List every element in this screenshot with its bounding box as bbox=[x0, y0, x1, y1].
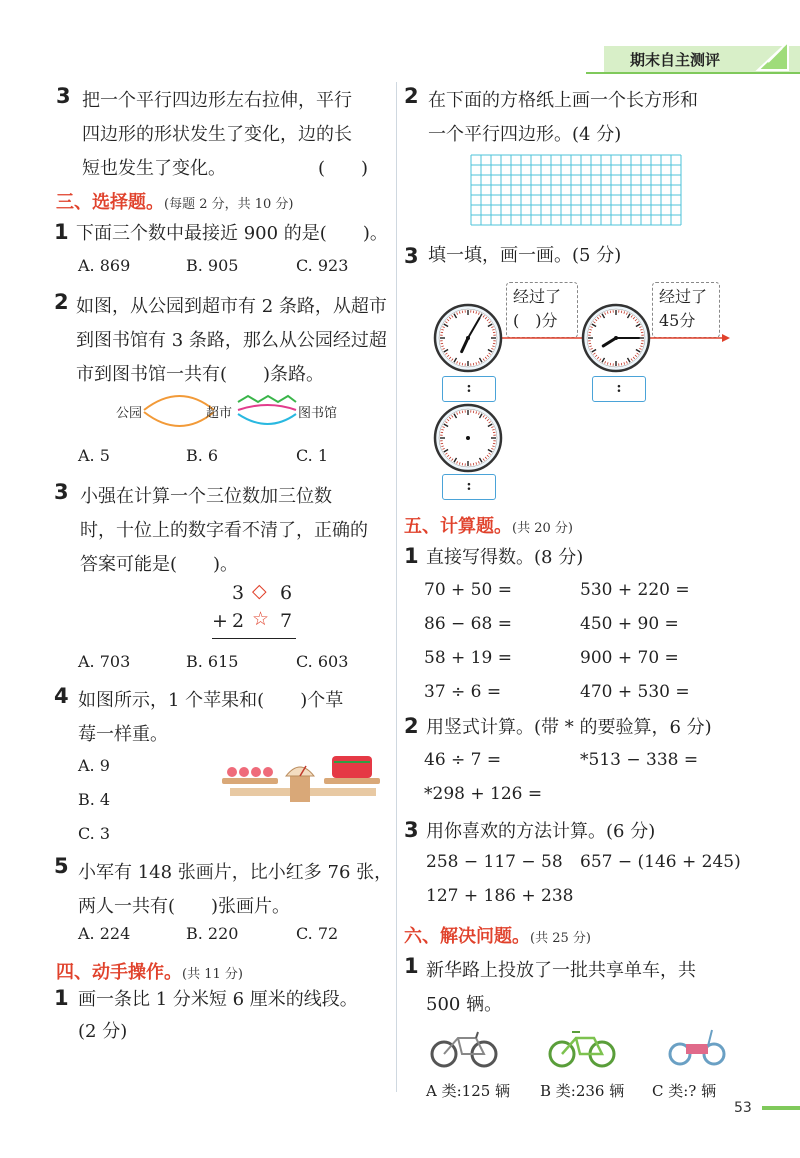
text-line: 两人一共有( )张画片。 bbox=[78, 896, 291, 917]
question-number: 2 bbox=[404, 714, 419, 738]
text-line: 在下面的方格纸上画一个长方形和 bbox=[428, 90, 698, 111]
section-title: 六、解决问题。 bbox=[404, 926, 530, 947]
question-number: 2 bbox=[54, 290, 69, 314]
q2-text bbox=[76, 290, 387, 392]
text-line: 新华路上投放了一批共享单车，共 bbox=[426, 960, 696, 981]
clock-3-blank[interactable] bbox=[432, 402, 504, 474]
calc-item: 58 + 19 = bbox=[424, 648, 512, 668]
option-a[interactable]: A. 703 bbox=[78, 652, 131, 671]
text-line: 小强在计算一个三位数加三位数 bbox=[80, 486, 332, 507]
op1-score: (2 分) bbox=[78, 1021, 128, 1042]
library-label: 图书馆 bbox=[298, 406, 338, 421]
text-line: 莓一样重。 bbox=[78, 724, 168, 745]
calc-item: *298 + 126 = bbox=[424, 784, 543, 804]
bike-a-icon bbox=[430, 1028, 500, 1070]
elapsed-box-2 bbox=[652, 282, 720, 338]
column-divider bbox=[396, 82, 397, 1092]
page-number: 53 bbox=[734, 1100, 752, 1116]
text-line: 一个平行四边形。(4 分) bbox=[428, 124, 622, 145]
box-label: 经过了 bbox=[659, 287, 708, 306]
q4-text bbox=[78, 684, 343, 752]
calc-item: 46 ÷ 7 = bbox=[424, 750, 502, 770]
market-label: 超市 bbox=[206, 406, 233, 421]
section-title-choice bbox=[56, 188, 294, 214]
section-note: (共 11 分) bbox=[182, 967, 243, 982]
text-line: 如图所示，1 个苹果和( )个草 bbox=[78, 690, 344, 711]
option-a[interactable]: A. 224 bbox=[78, 924, 131, 943]
balance-scale-image bbox=[220, 748, 380, 812]
op2-text bbox=[428, 84, 698, 152]
ruler-triangle-icon bbox=[754, 40, 794, 72]
digit: 7 bbox=[280, 610, 293, 632]
answer-paren[interactable]: ( ) bbox=[318, 158, 369, 179]
section-note: (每题 2 分，共 10 分) bbox=[164, 197, 294, 212]
text-line: 答案可能是( )。 bbox=[80, 554, 239, 575]
clock-1 bbox=[432, 302, 504, 374]
c1-text: 直接写得数。(8 分) bbox=[426, 547, 584, 568]
calc-item: 450 + 90 = bbox=[580, 614, 679, 634]
calc-item: 657 − (146 + 245) bbox=[580, 852, 741, 872]
text-line: 如图，从公园到超市有 2 条路，从超市 bbox=[76, 296, 387, 317]
vertical-addition bbox=[212, 582, 302, 642]
question-number: 5 bbox=[54, 854, 69, 878]
q1-text: 下面三个数中最接近 900 的是( )。 bbox=[76, 223, 388, 244]
question-number: 1 bbox=[54, 986, 69, 1010]
section-title-calc bbox=[404, 512, 573, 538]
p1-text bbox=[426, 954, 696, 1022]
section-title: 四、动手操作。 bbox=[56, 962, 182, 983]
question-number: 2 bbox=[404, 84, 419, 108]
question-number: 1 bbox=[404, 954, 419, 978]
question-number: 1 bbox=[404, 544, 419, 568]
star-symbol: ☆ bbox=[252, 608, 270, 630]
page-number-bar bbox=[762, 1106, 800, 1110]
question-number: 3 bbox=[404, 244, 419, 268]
c3-text: 用你喜欢的方法计算。(6 分) bbox=[426, 821, 656, 842]
text-line: 四边形的形状发生了变化，边的长 bbox=[82, 124, 352, 145]
option-c[interactable]: C. 923 bbox=[296, 256, 349, 275]
question-number: 3 bbox=[54, 480, 69, 504]
option-c[interactable]: C. 603 bbox=[296, 652, 349, 671]
calc-item: 127 + 186 + 238 bbox=[426, 886, 574, 906]
q3-text bbox=[80, 480, 368, 582]
bike-b-label: B 类:236 辆 bbox=[540, 1082, 625, 1100]
box-label: 经过了 bbox=[513, 287, 562, 306]
option-b[interactable]: B. 4 bbox=[78, 790, 111, 809]
text-line: 把一个平行四边形左右拉伸，平行 bbox=[82, 90, 352, 111]
text-line: 小军有 148 张画片，比小红多 76 张， bbox=[78, 862, 393, 883]
option-b[interactable]: B. 220 bbox=[186, 924, 239, 943]
box-answer[interactable]: ( )分 bbox=[513, 311, 558, 330]
section-title-solve bbox=[404, 922, 591, 948]
judge-q3-text bbox=[82, 84, 352, 186]
calc-item: 86 − 68 = bbox=[424, 614, 512, 634]
bike-b-icon bbox=[548, 1024, 618, 1070]
calc-item: 258 − 117 − 58 bbox=[426, 852, 563, 872]
diamond-symbol: ◇ bbox=[252, 580, 267, 602]
question-number: 3 bbox=[56, 84, 71, 108]
time-input-3[interactable]: : bbox=[442, 474, 496, 500]
q5-text bbox=[78, 856, 392, 924]
op3-text: 填一填，画一画。(5 分) bbox=[428, 245, 622, 266]
header-banner bbox=[604, 46, 800, 72]
section-title-operation bbox=[56, 958, 243, 984]
section-note: (共 25 分) bbox=[530, 931, 591, 946]
header-underline bbox=[586, 72, 800, 74]
calc-item: 470 + 530 = bbox=[580, 682, 690, 702]
question-number: 3 bbox=[404, 818, 419, 842]
digit: 6 bbox=[280, 582, 293, 604]
option-b[interactable]: B. 905 bbox=[186, 256, 239, 275]
text-line: 到图书馆有 3 条路，那么从公园经过超 bbox=[76, 330, 387, 351]
text-line: 市到图书馆一共有( )条路。 bbox=[76, 364, 325, 385]
option-b[interactable]: B. 615 bbox=[186, 652, 239, 671]
option-c[interactable]: C. 72 bbox=[296, 924, 339, 943]
elapsed-box-1 bbox=[506, 282, 578, 338]
option-a[interactable]: A. 5 bbox=[78, 446, 110, 465]
plus-sign: + bbox=[212, 610, 228, 632]
question-number: 1 bbox=[54, 220, 69, 244]
clock-2 bbox=[580, 302, 652, 374]
option-a[interactable]: A. 9 bbox=[78, 756, 110, 775]
text-line: 时，十位上的数字看不清了，正确的 bbox=[80, 520, 368, 541]
text-line: 短也发生了变化。 bbox=[82, 158, 226, 179]
time-input-1[interactable]: : bbox=[442, 376, 496, 402]
question-number: 4 bbox=[54, 684, 69, 708]
text-line: 500 辆。 bbox=[426, 994, 503, 1015]
option-b[interactable]: B. 6 bbox=[186, 446, 219, 465]
option-c[interactable]: C. 1 bbox=[296, 446, 329, 465]
section-note: (共 20 分) bbox=[512, 521, 573, 536]
option-a[interactable]: A. 869 bbox=[78, 256, 131, 275]
calc-item: 70 + 50 = bbox=[424, 580, 512, 600]
c2-text: 用竖式计算。(带 * 的要验算，6 分) bbox=[426, 717, 712, 738]
option-c[interactable]: C. 3 bbox=[78, 824, 111, 843]
op1-text: 画一条比 1 分米短 6 厘米的线段。 bbox=[78, 989, 358, 1010]
park-label: 公园 bbox=[116, 406, 143, 421]
calc-item: 900 + 70 = bbox=[580, 648, 679, 668]
bike-c-label: C 类:? 辆 bbox=[652, 1082, 717, 1100]
calc-item: 530 + 220 = bbox=[580, 580, 690, 600]
digit: 2 bbox=[232, 610, 245, 632]
calc-item: *513 − 338 = bbox=[580, 750, 699, 770]
bike-a-label: A 类:125 辆 bbox=[426, 1082, 511, 1100]
box-value: 45分 bbox=[659, 311, 696, 330]
bike-c-icon bbox=[668, 1024, 728, 1070]
sum-line bbox=[212, 638, 296, 639]
grid-paper[interactable] bbox=[470, 154, 684, 230]
header-title: 期末自主测评 bbox=[630, 51, 721, 69]
digit: 3 bbox=[232, 582, 245, 604]
calc-item: 37 ÷ 6 = bbox=[424, 682, 502, 702]
section-title: 五、计算题。 bbox=[404, 516, 512, 537]
section-title: 三、选择题。 bbox=[56, 192, 164, 213]
time-input-2[interactable]: : bbox=[592, 376, 646, 402]
